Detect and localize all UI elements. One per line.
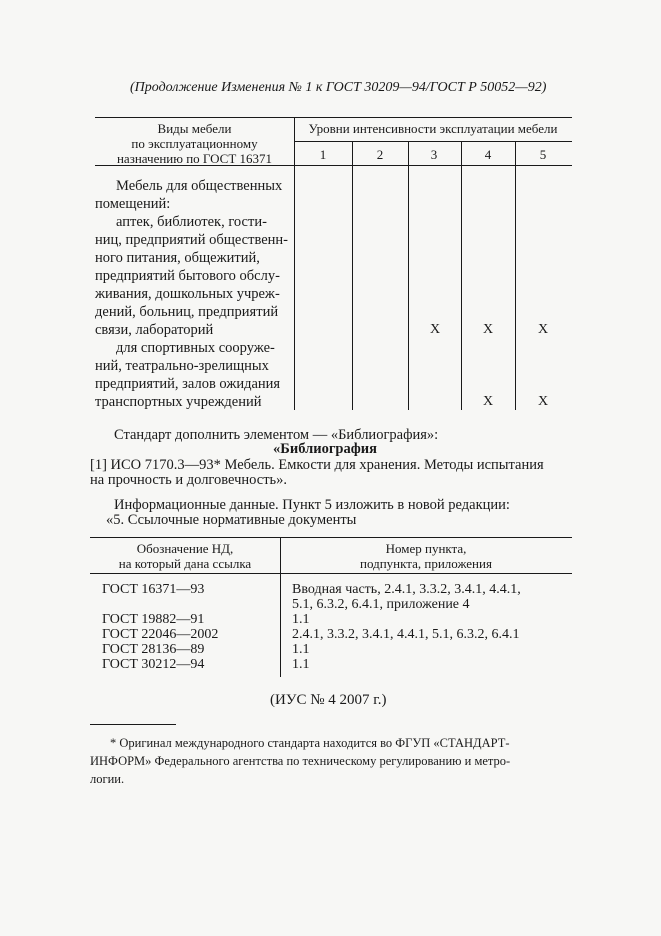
level-2: 2 [376,147,384,162]
table-header-rule [90,573,572,574]
level-4: 4 [484,147,492,162]
table-row-ref: Вводная часть, 2.4.1, 3.3.2, 3.4.1, 4.4.1, [292,582,521,597]
row1-line: помещений: [95,196,171,212]
table-row-doc: ГОСТ 16371—93 [102,582,205,597]
table-row-doc: ГОСТ 30212—94 [102,657,205,672]
row1-line: ниц, предприятий общественн- [95,232,288,248]
levels-header: Уровни интенсивности эксплуатации мебели [308,121,558,136]
table-row-ref: 1.1 [292,612,310,627]
page-header: (Продолжение Изменения № 1 к ГОСТ 30209—94/ГОСТ Р 50052—92) [130,80,547,95]
row1-line: аптек, библиотек, гости- [116,214,267,230]
row1-line: предприятий бытового обслу- [95,268,280,284]
row1-mark-level3: X [429,322,441,337]
col1-header: Виды мебели по эксплуатационному назначению по ГОСТ 16371 [116,121,273,166]
table-row-doc: ГОСТ 22046—2002 [102,627,219,642]
row1-mark-level4: X [482,322,494,337]
ref-col-header: Номер пункта, подпункта, приложения [360,541,492,571]
col-divider [408,141,409,410]
doc-col-header: Обозначение НД, на который дана ссылка [118,541,252,571]
row2-mark-level4: X [482,394,494,409]
table-row-ref-cont: 5.1, 6.3.2, 6.4.1, приложение 4 [292,597,470,612]
row1-line: связи, лабораторий [95,322,214,338]
normative-references-table [90,537,572,677]
usage-intensity-table [95,117,572,410]
table-top-rule [90,537,572,538]
col-divider [515,141,516,410]
table-top-rule [95,117,572,118]
col-divider [461,141,462,410]
row1-line: живания, дошкольных учреж- [95,286,280,302]
table-row-doc: ГОСТ 19882—91 [102,612,205,627]
col-divider [352,141,353,410]
table-row-doc: ГОСТ 28136—89 [102,642,205,657]
row1-line: дений, больниц, предприятий [95,304,279,320]
add-element-text: Стандарт дополнить элементом — «Библиография»: [114,427,439,443]
table-row-ref: 1.1 [292,657,310,672]
row2-line: для спортивных сооруже- [116,340,275,356]
levels-divider [294,141,572,142]
row2-line: предприятий, залов ожидания [95,376,281,392]
bibliography-entry: [1] ИСО 7170.3—93* Мебель. Емкости для хранения. Методы испытания [90,457,544,473]
table-row-ref: 2.4.1, 3.3.2, 3.4.1, 4.4.1, 5.1, 6.3.2, 6.4.1 [292,627,520,642]
row1-mark-level5: X [537,322,549,337]
row1-line: ного питания, общежитий, [95,250,260,266]
row2-line: транспортных учреждений [95,394,262,410]
col-divider [294,117,295,410]
row2-line: ний, театрально-зрелищных [95,358,269,374]
level-1: 1 [319,147,327,162]
row2-mark-level5: X [537,394,549,409]
section-title: «5. Ссылочные нормативные документы [106,512,357,528]
bibliography-title: «Библиография [273,441,377,457]
footnote-rule [90,724,176,725]
bibliography-entry-cont: на прочность и долговечность». [90,472,288,488]
info-data-text: Информационные данные. Пункт 5 изложить в новой редакции: [114,497,510,513]
level-3: 3 [430,147,438,162]
footnote: * Оригинал международного стандарта находится во ФГУП «СТАНДАРТ- ИНФОРМ» Федерального агентства по техническому регулированию и метро- логии. [90,736,511,786]
table-row-ref: 1.1 [292,642,310,657]
ius-reference: (ИУС № 4 2007 г.) [270,692,387,708]
row1-line: Мебель для общественных [116,178,283,194]
level-5: 5 [539,147,547,162]
